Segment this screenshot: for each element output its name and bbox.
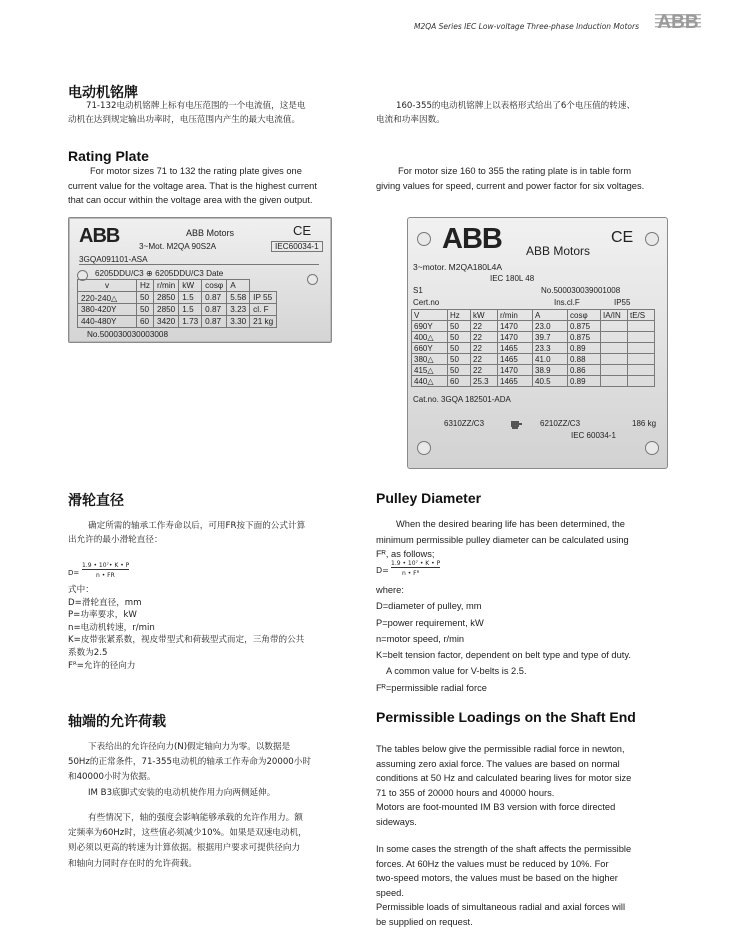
document-header-title: M2QA Series IEC Low-voltage Three-phase Induction Motors: [414, 22, 639, 31]
plate-large-header-row: V Hz kW r/min A cosφ IA/IN tE/S: [412, 310, 655, 321]
rating-plate-en-title: Rating Plate: [68, 148, 149, 164]
plate-small-ce-mark: CE: [293, 223, 312, 238]
motor-icon: [510, 419, 522, 429]
plate-large-hole-bottom-left: [417, 441, 431, 455]
pulley-en-title: Pulley Diameter: [376, 490, 482, 506]
plate-small-brand: ABB Motors: [186, 228, 235, 238]
rating-plate-zh-right: 160-355的电动机铭牌上以表格形式给出了6个电压值的转速、 电流和功率因数。: [376, 101, 636, 126]
loads-zh-paragraph-2: 有些情况下，轴的强度会影响能够承载的允许作用力。额 定频率为60Hz时，这些值必须减少10%。如果是双速电动机， 则必须以更高的转速为计算依据。根据用户要求可提供径向力 和轴向力同时存在时的允许荷载。: [68, 813, 307, 869]
plate-large-model: 3~motor. M2QA180L4A: [413, 262, 503, 272]
table-row: 660Y 50 22 1465 23.3 0.89: [412, 343, 655, 354]
table-row: 440-480Y 60 3420 1.73 0.87 3.30 21 kg: [78, 316, 277, 328]
rating-plate-zh-title: 电动机铭牌: [68, 85, 138, 101]
plate-large-hole-bottom-right: [645, 441, 659, 455]
loads-zh-title: 轴端的允许荷载: [68, 714, 166, 730]
plate-small-abb-logo: ABB: [79, 225, 120, 247]
rating-plate-en-right: For motor size 160 to 355 the rating plate is in table form giving values for speed, current and power factor for six voltages.: [376, 166, 645, 191]
svg-text:ABB: ABB: [657, 12, 699, 32]
table-row: 400△ 50 22 1470 39.7 0.875: [412, 332, 655, 343]
table-row: 415△ 50 22 1470 38.9 0.86: [412, 365, 655, 376]
plate-large-hole-top-right: [645, 232, 659, 246]
plate-large-hole-top-left: [417, 232, 431, 246]
plate-small-hole-right: [307, 274, 318, 285]
plate-large-ce-mark: CE: [611, 229, 634, 246]
plate-large-standard: IEC 60034-1: [571, 431, 616, 440]
plate-large-table: [411, 309, 655, 387]
table-row: 440△ 60 25.3 1465 40.5 0.89: [412, 376, 655, 387]
pulley-zh-title: 滑轮直径: [68, 493, 124, 509]
plate-large-ip: IP55: [614, 298, 631, 307]
plate-small-standard: IEC60034-1: [271, 241, 323, 252]
loads-en-title: Permissible Loadings on the Shaft End: [376, 709, 636, 725]
plate-large-weight: 186 kg: [632, 419, 657, 428]
plate-large-brand: ABB Motors: [526, 244, 591, 258]
pulley-en-intro: When the desired bearing life has been determined, the minimum permissible pulley diameter can be calculated using Fᴿ, as follows;: [376, 519, 629, 559]
plate-small-table: [77, 279, 277, 328]
loads-en-paragraph-2: In some cases the strength of the shaft affects the permissible forces. At 60Hz the values must be reduced by 10%. For two-speed motors, the values must be based on the higher speed. Permissible loads of simultaneous radial and axial forces will be supplied on request.: [376, 844, 632, 927]
table-row: 380-420Y 50 2850 1.5 0.87 3.23 cl. F: [78, 304, 277, 316]
rating-plate-zh-left: 71-132电动机铭牌上标有电压范围的一个电流值，这是电 动机在达到规定输出功率时，电压范围内产生的最大电流值。: [68, 101, 306, 126]
loads-zh-paragraph-1: 下表给出的允许径向力(N)假定轴向力为零。以数据是 50Hz的正常条件，71-355电动机的轴承工作寿命为20000小时 和40000小时为依据。 IM B3底脚式安装的电动机使作用力向两侧延伸。: [68, 742, 311, 798]
plate-small-header-row: v Hz r/min kW cosφ A: [78, 280, 277, 292]
abb-logo-header: [655, 10, 701, 32]
rating-plate-large: [407, 217, 668, 469]
plate-large-bearing-de: 6310ZZ/C3: [444, 419, 485, 428]
plate-large-frame: IEC 180L 48: [490, 274, 535, 283]
pulley-en-definitions: where: D=diameter of pulley, mm P=power requirement, kW n=motor speed, r/min K=belt tension factor, dependent on belt type and type of duty. A common value for V-belts is 2.5. Fᴿ=permissible radial force: [376, 585, 631, 693]
plate-large-serial: No.500030039001008: [541, 286, 621, 295]
plate-small-number: No.500030030003008: [87, 330, 169, 339]
plate-large-bearing-nde: 6210ZZ/C3: [540, 419, 581, 428]
plate-large-abb-logo: ABB: [442, 223, 502, 255]
plate-large-cert: Cert.no: [413, 298, 440, 307]
plate-large-s1: S1: [413, 286, 423, 295]
pulley-zh-definitions: 式中： D=滑轮直径，mm P=功率要求，kW n=电动机转速，r/min K=皮带张紧系数，视皮带型式和荷载型式而定，三角带的公共 系数为2.5 Fᴿ=允许的径向力: [68, 585, 305, 671]
table-row: 220-240△ 50 2850 1.5 0.87 5.58 IP 55: [78, 292, 277, 304]
loads-en-paragraph-1: The tables below give the permissible radial force in newton, assuming zero axial force. The values are based on normal conditions at 50 Hz and calculated bearing lives for motor size 71 to 355 of 20000 hours and 40000 hours. Motors are foot-mounted IM B3 version with force directed sideways.: [376, 744, 632, 827]
rating-plate-small: [68, 217, 332, 343]
plate-small-serial: 3GQA091101-ASA: [79, 255, 319, 265]
plate-small-model: 3~Mot. M2QA 90S2A: [139, 242, 217, 251]
table-row: 380△ 50 22 1465 41.0 0.88: [412, 354, 655, 365]
plate-large-insulation: Ins.cl.F: [554, 298, 580, 307]
pulley-zh-intro: 确定所需的轴承工作寿命以后，可用FR按下面的公式计算 出允许的最小滑轮直径：: [68, 521, 306, 546]
plate-small-bearings: 6205DDU/C3 ⊕ 6205DDU/C3 Date: [95, 269, 224, 278]
rating-plate-en-left: For motor sizes 71 to 132 the rating plate gives one current value for the voltage area. That is the highest current that can occur within the voltage area with the given output.: [68, 166, 317, 206]
plate-large-catno: Cat.no. 3GQA 182501-ADA: [413, 395, 511, 404]
table-row: 690Y 50 22 1470 23.0 0.875: [412, 321, 655, 332]
